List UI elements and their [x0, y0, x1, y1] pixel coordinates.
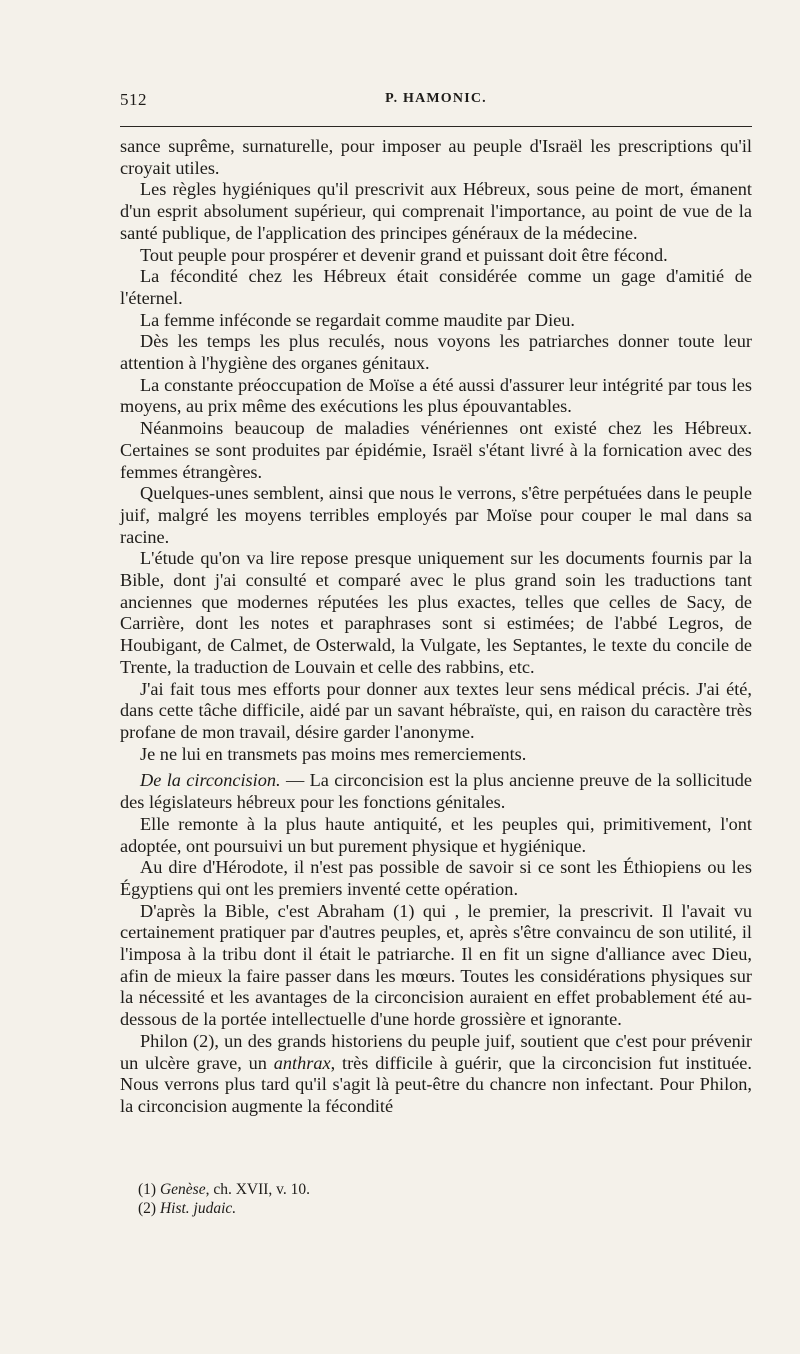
running-head: P. HAMONIC. [385, 91, 487, 106]
section-intro-text: La circoncision est la plus ancienne preuve de la sollicitude des législateurs hébreux pour les fonctions génitales. [120, 770, 753, 813]
footnote [138, 1199, 738, 1218]
paragraph: Néanmoins beaucoup de maladies vénériennes ont existé chez les Hébreux. Certaines se sont produites par épidémie, Israël s'étant livré à la fornication avec des femmes étrangères. [120, 418, 752, 482]
footnote-title: Hist. judaic. [159, 1200, 237, 1217]
paragraph-philon [120, 1031, 752, 1118]
paragraph: Les règles hygiéniques qu'il prescrivit aux Hébreux, sous peine de mort, émanent d'un esprit absolument supérieur, qui comprenait l'importance, au point de vue de la santé publique, de l'application des principes généraux de la médecine. [120, 179, 752, 243]
paragraph: Elle remonte à la plus haute antiquité, et les peuples qui, primitivement, l'ont adoptée, ont poursuivi un but purement physique et hygiénique. [120, 813, 752, 856]
footnote-marker: (2) [138, 1200, 160, 1217]
paragraph: J'ai fait tous mes efforts pour donner aux textes leur sens médical précis. J'ai été, dans cette tâche difficile, aidé par un savant hébraïste, qui, en raison du caractère très profane de mon travail, désire garder l'anonyme. [120, 678, 752, 742]
paragraph: La fécondité chez les Hébreux était considérée comme un gage d'amitié de l'éternel. [120, 266, 752, 308]
footnote-rest: , ch. XVII, v. 10. [205, 1181, 311, 1198]
paragraph: La constante préoccupation de Moïse a été aussi d'assurer leur intégrité par tous les moyens, au prix même des exécutions les plus épouvantables. [120, 374, 752, 417]
paragraph: La femme inféconde se regardait comme maudite par Dieu. [140, 309, 576, 330]
paragraph: Je ne lui en transmets pas moins mes remerciements. [140, 743, 527, 764]
section-dash: — [280, 770, 310, 791]
page-number: 512 [120, 90, 147, 109]
philon-italic-term: anthrax [273, 1052, 331, 1073]
section-heading: De la circoncision. [140, 770, 281, 791]
paragraph: Au dire d'Hérodote, il n'est pas possible de savoir si ce sont les Éthiopiens ou les Égyptiens qui ont les premiers inventé cette opération. [120, 857, 752, 899]
philon-text-start: Philon (2), un des grands historiens du peuple juif, soutient que c'est pour prévenir un ulcère grave, un [120, 1030, 752, 1073]
footnote [138, 1180, 738, 1199]
footnotes [138, 1180, 738, 1218]
footnote-marker: (1) [138, 1181, 160, 1198]
paragraph: D'après la Bible, c'est Abraham (1) qui , le premier, la prescrivit. Il l'avait vu certainement pratiquer par d'autres peuples, et, après s'être convaincu de son utilité, il l'imposa à la tribu dont il était le patriarche. Il en fit un signe d'alliance avec Dieu, afin de mieux la faire passer dans les mœurs. Toutes les considérations physiques sur la nécessité et les avantages de la circoncision auraient en effet probablement été au-dessous de la portée intellectuelle d'une horde grossière et ignorante. [120, 900, 752, 1030]
header-rule [120, 126, 752, 127]
page-header [120, 90, 752, 114]
paragraph: Dès les temps les plus reculés, nous voyons les patriarches donner toute leur attention à l'hygiène des organes génitaux. [120, 331, 752, 374]
paragraph: sance suprême, surnaturelle, pour imposer au peuple d'Israël les prescriptions qu'il croyait utiles. [120, 136, 752, 178]
philon-text-end: , très difficile à guérir, que la circoncision fut instituée. Nous verrons plus tard qu'il s'agit là peut-être du chancre non infectant. Pour Philon, la circoncision augmente la fécondité [120, 1052, 752, 1116]
paragraph: L'étude qu'on va lire repose presque uniquement sur les documents fournis par la Bible, dont j'ai consulté et comparé avec le plus grand soin les traductions tant anciennes que modernes réputées les plus exactes, telles que celles de Sacy, de Carrière, dont les notes et paraphrases sont si estimées; de l'abbé Legros, de Houbigant, de Calmet, de Osterwald, la Vulgate, les Septantes, le texte du concile de Trente, la traduction de Louvain et celle des rabbins, etc. [120, 548, 752, 677]
paragraph: Quelques-unes semblent, ainsi que nous le verrons, s'être perpétuées dans le peuple juif, malgré les moyens terribles employés par Moïse pour couper le mal dans sa racine. [120, 483, 752, 547]
body-text [120, 136, 752, 1118]
paragraph: Tout peuple pour prospérer et devenir grand et puissant doit être fécond. [140, 244, 668, 265]
footnote-title: Genèse [159, 1181, 206, 1198]
section-intro-paragraph [120, 770, 752, 813]
